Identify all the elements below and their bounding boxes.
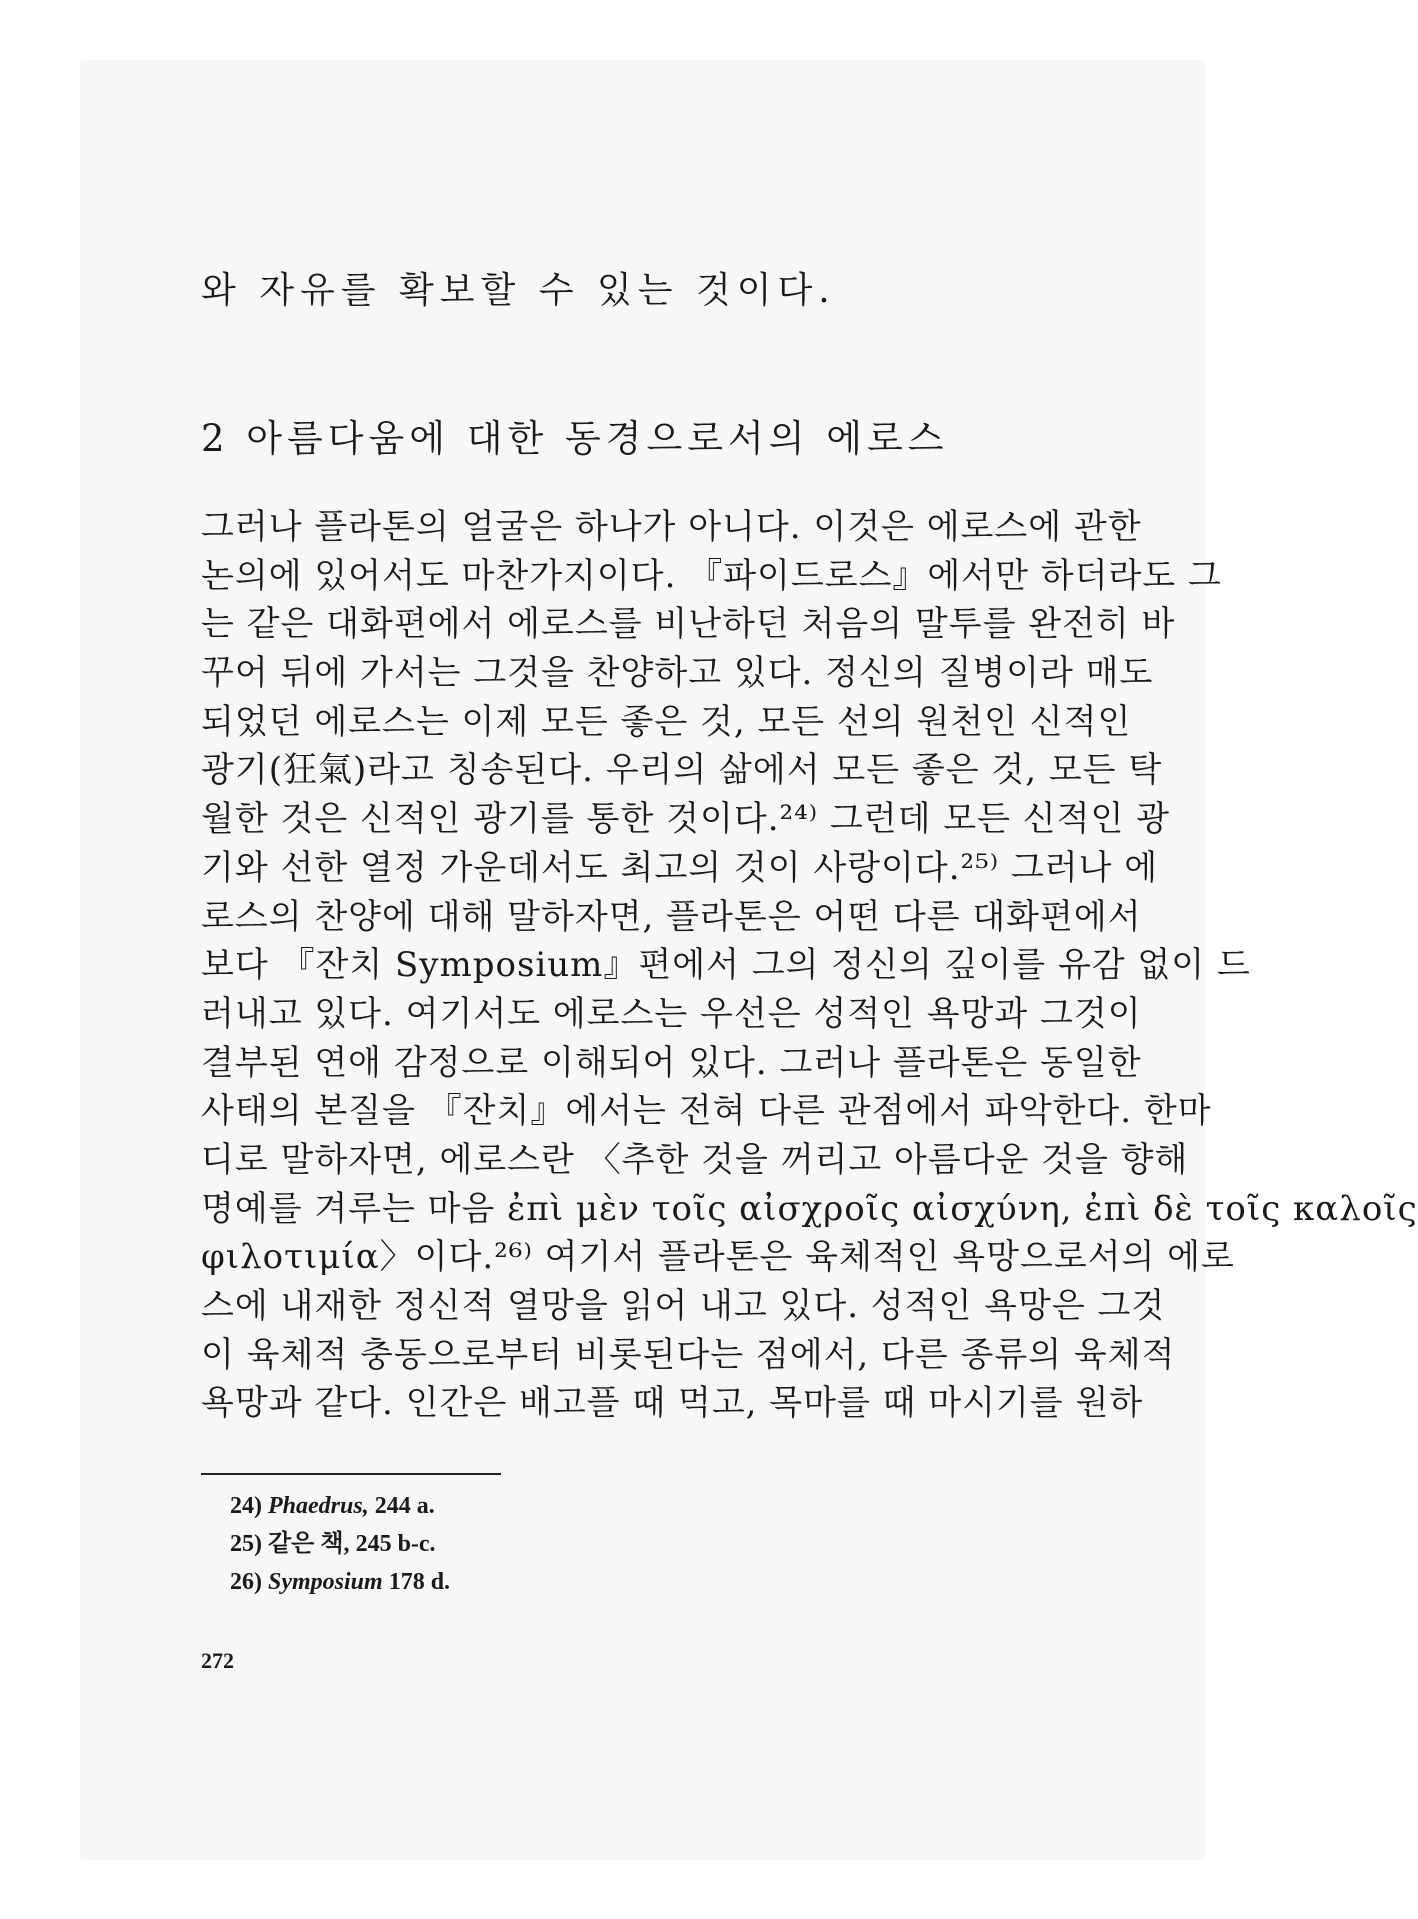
body-paragraph [201,503,1418,1428]
body-line: 스에 내재한 정신적 열망을 읽어 내고 있다. 성적인 욕망은 그것 [201,1286,1166,1326]
footnote [230,1487,450,1525]
body-line: 는 같은 대화편에서 에로스를 비난하던 처음의 말투를 완전히 바 [201,604,1176,645]
body-line: φιλοτιμία〉이다.²⁶⁾ 여기서 플라톤은 육체적인 욕망으로서의 에로 [201,1237,1235,1278]
body-line: 그러나 플라톤의 얼굴은 하나가 아니다. 이것은 에로스에 관한 [201,507,1142,547]
body-line: 되었던 에로스는 이제 모든 좋은 것, 모든 선의 원천인 신적인 [201,701,1132,742]
footnote [230,1525,450,1563]
body-line: 러내고 있다. 여기서도 에로스는 우선은 성적인 욕망과 그것이 [201,993,1142,1034]
footnote-number: 26) [230,1569,262,1595]
footnote-reference: 245 b-c. [355,1531,436,1557]
page-number: 272 [201,1648,234,1673]
body-line: 디로 말하자면, 에로스란 〈추한 것을 꺼리고 아름다운 것을 향해 [201,1139,1189,1180]
body-line: 기와 선한 열정 가운데서도 최고의 것이 사랑이다.²⁵⁾ 그러나 에 [201,847,1159,888]
footnote-title: Symposium [268,1569,383,1595]
footnote [230,1563,450,1601]
body-line: 논의에 있어서도 마찬가지이다. 『파이드로스』에서만 하더라도 그 [201,555,1222,596]
footnotes [230,1487,450,1601]
footnote-reference: 244 a. [374,1493,435,1519]
body-line: 결부된 연애 감정으로 이해되어 있다. 그러나 플라톤은 동일한 [201,1042,1142,1083]
body-line: 꾸어 뒤에 가서는 그것을 찬양하고 있다. 정신의 질병이라 매도 [201,653,1154,694]
body-line: 광기(狂氣)라고 칭송된다. 우리의 삶에서 모든 좋은 것, 모든 탁 [201,750,1163,791]
footnote-number: 24) [230,1493,262,1519]
body-line: 보다 『잔치 Symposium』편에서 그의 정신의 깊이를 유감 없이 드 [201,945,1251,986]
footnote-divider [201,1473,501,1475]
body-line: 욕망과 같다. 인간은 배고플 때 먹고, 목마를 때 마시기를 원하 [201,1383,1144,1424]
footnote-title: Phaedrus, [268,1493,369,1519]
section-heading: 2 아름다움에 대한 동경으로서의 에로스 [201,417,949,460]
body-line: 명예를 겨루는 마음 ἐπὶ μὲν τοῖς αἰσχροῖς αἰσχύνη, ἐπὶ δὲ τοῖς καλοῖς [201,1188,1418,1229]
footnote-title: 같은 책, [268,1531,350,1557]
opening-line: 와 자유를 확보할 수 있는 것이다. [201,270,836,311]
body-line: 월한 것은 신적인 광기를 통한 것이다.²⁴⁾ 그런데 모든 신적인 광 [201,799,1170,840]
body-line: 사태의 본질을 『잔치』에서는 전혀 다른 관점에서 파악한다. 한마 [201,1091,1212,1132]
body-line: 로스의 찬양에 대해 말하자면, 플라톤은 어떤 다른 대화편에서 [201,896,1142,937]
body-line: 이 육체적 충동으로부터 비롯된다는 점에서, 다른 종류의 육체적 [201,1334,1176,1375]
footnote-reference: 178 d. [388,1569,451,1595]
footnote-number: 25) [230,1531,262,1557]
